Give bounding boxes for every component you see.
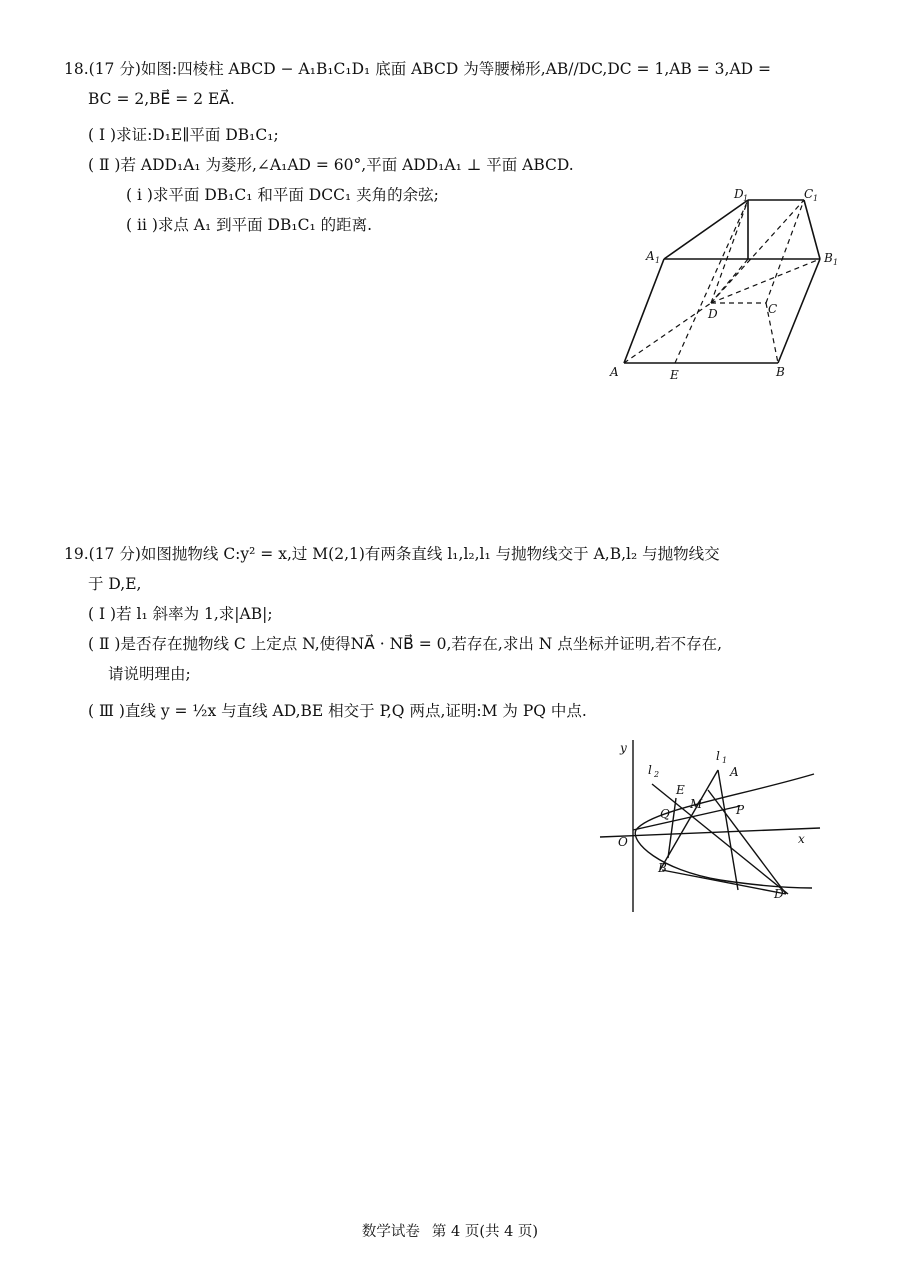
parabola-figure (590, 730, 830, 920)
problem-19-part-2: ( Ⅱ )是否存在抛物线 C 上定点 N,使得NA⃗ · NB⃗ = 0,若存在,求出 N 点坐标并证明,若不存在, (88, 635, 723, 653)
problem-18-part-1: ( Ⅰ )求证:D₁E∥平面 DB₁C₁; (88, 126, 279, 144)
label-d1: D (734, 187, 744, 201)
label-p: P (736, 803, 745, 817)
footer-title: 数学试卷 (361, 1224, 420, 1240)
label-l1-sub: 1 (722, 756, 728, 765)
origin-label: O (618, 835, 628, 849)
label-b1: B (824, 251, 833, 265)
problem-18-part-2-ii: ( ⅱ )求点 A₁ 到平面 DB₁C₁ 的距离. (126, 216, 373, 234)
label-b1-sub: 1 (833, 258, 839, 267)
problem-19-header-cont: 于 D,E, (88, 575, 142, 593)
page-footer (0, 1222, 900, 1242)
label-d: D (774, 887, 784, 901)
label-l2-sub: 2 (654, 770, 660, 779)
label-e: E (676, 783, 685, 797)
problem-18-header: 18.(17 分)如图:四棱柱 ABCD − A₁B₁C₁D₁ 底面 ABCD 为等腰梯形,AB//DC,DC = 1,AB = 3,AD = (64, 60, 771, 78)
problem-18-part-2-i: ( ⅰ )求平面 DB₁C₁ 和平面 DCC₁ 夹角的余弦; (126, 186, 439, 204)
label-d1-sub: 1 (743, 194, 749, 203)
label-c1-sub: 1 (813, 194, 819, 203)
label-l1: l (716, 749, 720, 763)
label-c: C (768, 302, 778, 316)
label-b: B (658, 861, 667, 875)
label-a1-sub: 1 (655, 256, 661, 265)
label-l2: l (648, 763, 652, 777)
problem-19-part-3: ( Ⅲ )直线 y = ½x 与直线 AD,BE 相交于 P,Q 两点,证明:M 为 PQ 中点. (88, 702, 587, 720)
label-m: M (690, 797, 703, 811)
footer-page-number: 第 4 页(共 4 页) (431, 1224, 539, 1240)
label-d: D (708, 307, 718, 321)
label-q: Q (660, 807, 670, 821)
label-e: E (670, 368, 679, 382)
problem-19-part-1: ( Ⅰ )若 l₁ 斜率为 1,求|AB|; (88, 605, 273, 623)
label-a: A (730, 765, 739, 779)
problem-19-header: 19.(17 分)如图抛物线 C:y² = x,过 M(2,1)有两条直线 l₁,l₂,l₁ 与抛物线交于 A,B,l₂ 与抛物线交 (64, 545, 720, 563)
problem-18-header-cont: BC = 2,BE⃗ = 2 EA⃗. (88, 90, 235, 108)
axis-y-label: y (620, 741, 627, 755)
label-b: B (776, 365, 785, 379)
label-a1: A (646, 249, 655, 263)
label-a: A (610, 365, 619, 379)
problem-19-part-2-cont: 请说明理由; (108, 665, 191, 683)
axis-x-label: x (798, 832, 805, 846)
label-c1: C (804, 187, 814, 201)
prism-figure (600, 180, 850, 390)
problem-18-part-2: ( Ⅱ )若 ADD₁A₁ 为菱形,∠A₁AD = 60°,平面 ADD₁A₁ ⊥ 平面 ABCD. (88, 156, 574, 174)
